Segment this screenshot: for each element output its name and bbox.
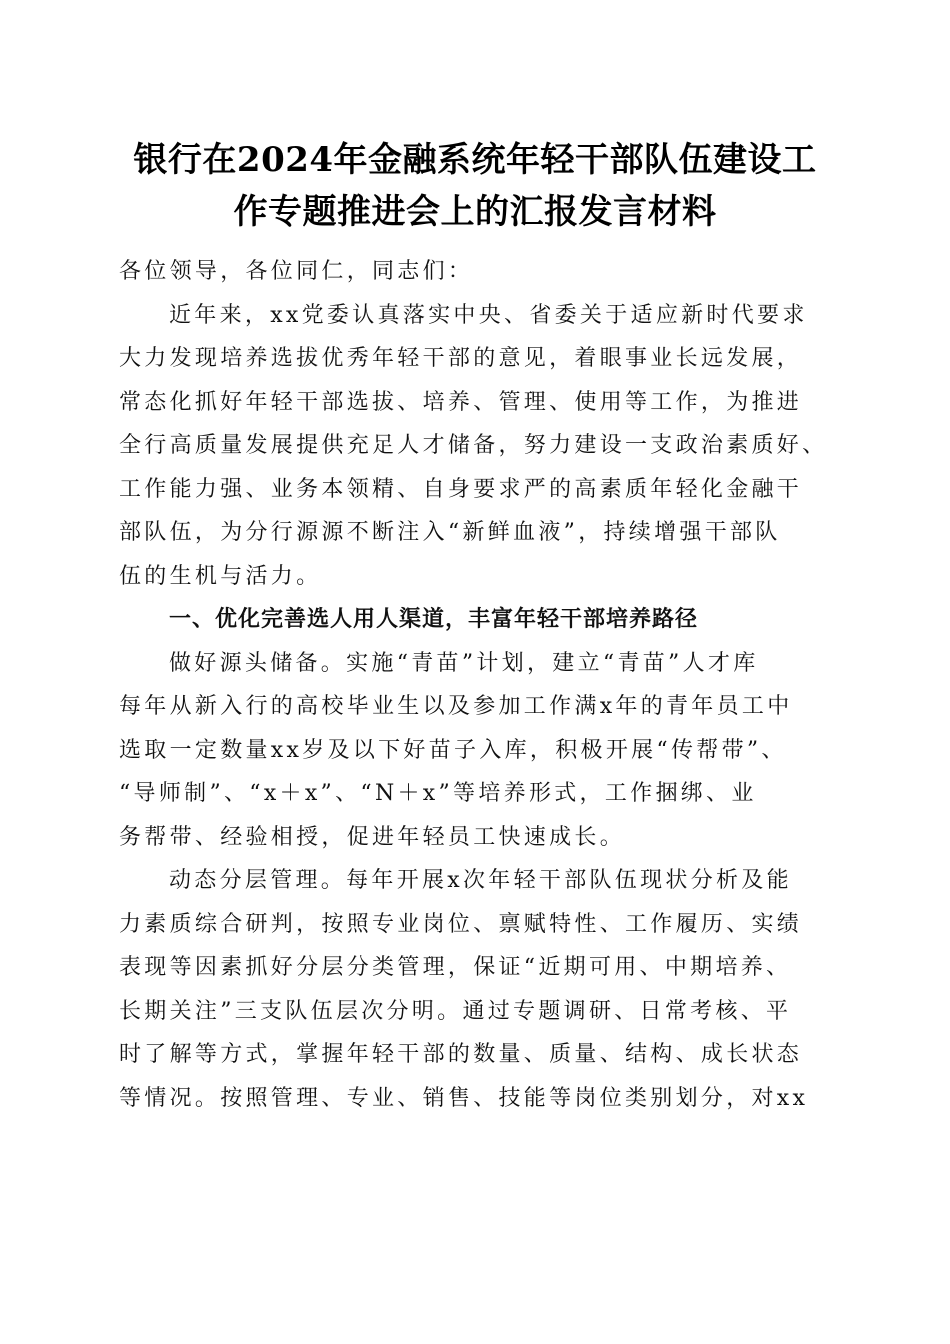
body-line: 常态化抓好年轻干部选拔、培养、管理、使用等工作，为推进	[119, 389, 803, 415]
body-line: 工作能力强、业务本领精、自身要求严的高素质年轻化金融干	[119, 476, 803, 502]
body-line: 近年来，xx党委认真落实中央、省委关于适应新时代要求	[169, 302, 808, 328]
title-line-1: 银行在2024年金融系统年轻干部队伍建设工	[133, 140, 817, 180]
body-line: 每年从新入行的高校毕业生以及参加工作满x年的青年员工中	[119, 694, 793, 719]
body-line: 力素质综合研判，按照专业岗位、禀赋特性、工作履历、实绩	[119, 911, 803, 937]
body-line: 全行高质量发展提供充足人才储备，努力建设一支政治素质好、	[119, 433, 828, 458]
body-line: 动态分层管理。每年开展x次年轻干部队伍现状分析及能	[169, 868, 792, 893]
salutation: 各位领导，各位同仁，同志们：	[119, 259, 474, 284]
body-line: 伍的生机与活力。	[119, 563, 322, 589]
title-line-2: 作专题推进会上的汇报发言材料	[233, 192, 717, 232]
document-title	[100, 134, 850, 238]
body-line: 选取一定数量xx岁及以下好苗子入库，积极开展“传帮带”、	[119, 737, 787, 763]
section-heading: 一、优化完善选人用人渠道，丰富年轻干部培养路径	[169, 607, 699, 632]
body-line: 做好源头储备。实施“青苗”计划，建立“青苗”人才库	[169, 650, 759, 676]
body-line: 大力发现培养选拔优秀年轻干部的意见，着眼事业长远发展，	[119, 346, 803, 371]
body-line: 部队伍，为分行源源不断注入“新鲜血液”，持续增强干部队	[119, 520, 781, 545]
body-line: 时了解等方式，掌握年轻干部的数量、质量、结构、成长状态	[119, 1042, 803, 1067]
body-line: 长期关注”三支队伍层次分明。通过专题调研、日常考核、平	[119, 998, 792, 1024]
body-line: 等情况。按照管理、专业、销售、技能等岗位类别划分，对xx	[119, 1085, 809, 1111]
body-line: 表现等因素抓好分层分类管理，保证“近期可用、中期培养、	[119, 955, 792, 980]
document-body	[119, 250, 833, 1120]
body-line: 务帮带、经验相授，促进年轻员工快速成长。	[119, 824, 626, 850]
body-line: “导师制”、“x＋x”、“N＋x”等培养形式，工作捆绑、业	[119, 781, 757, 806]
